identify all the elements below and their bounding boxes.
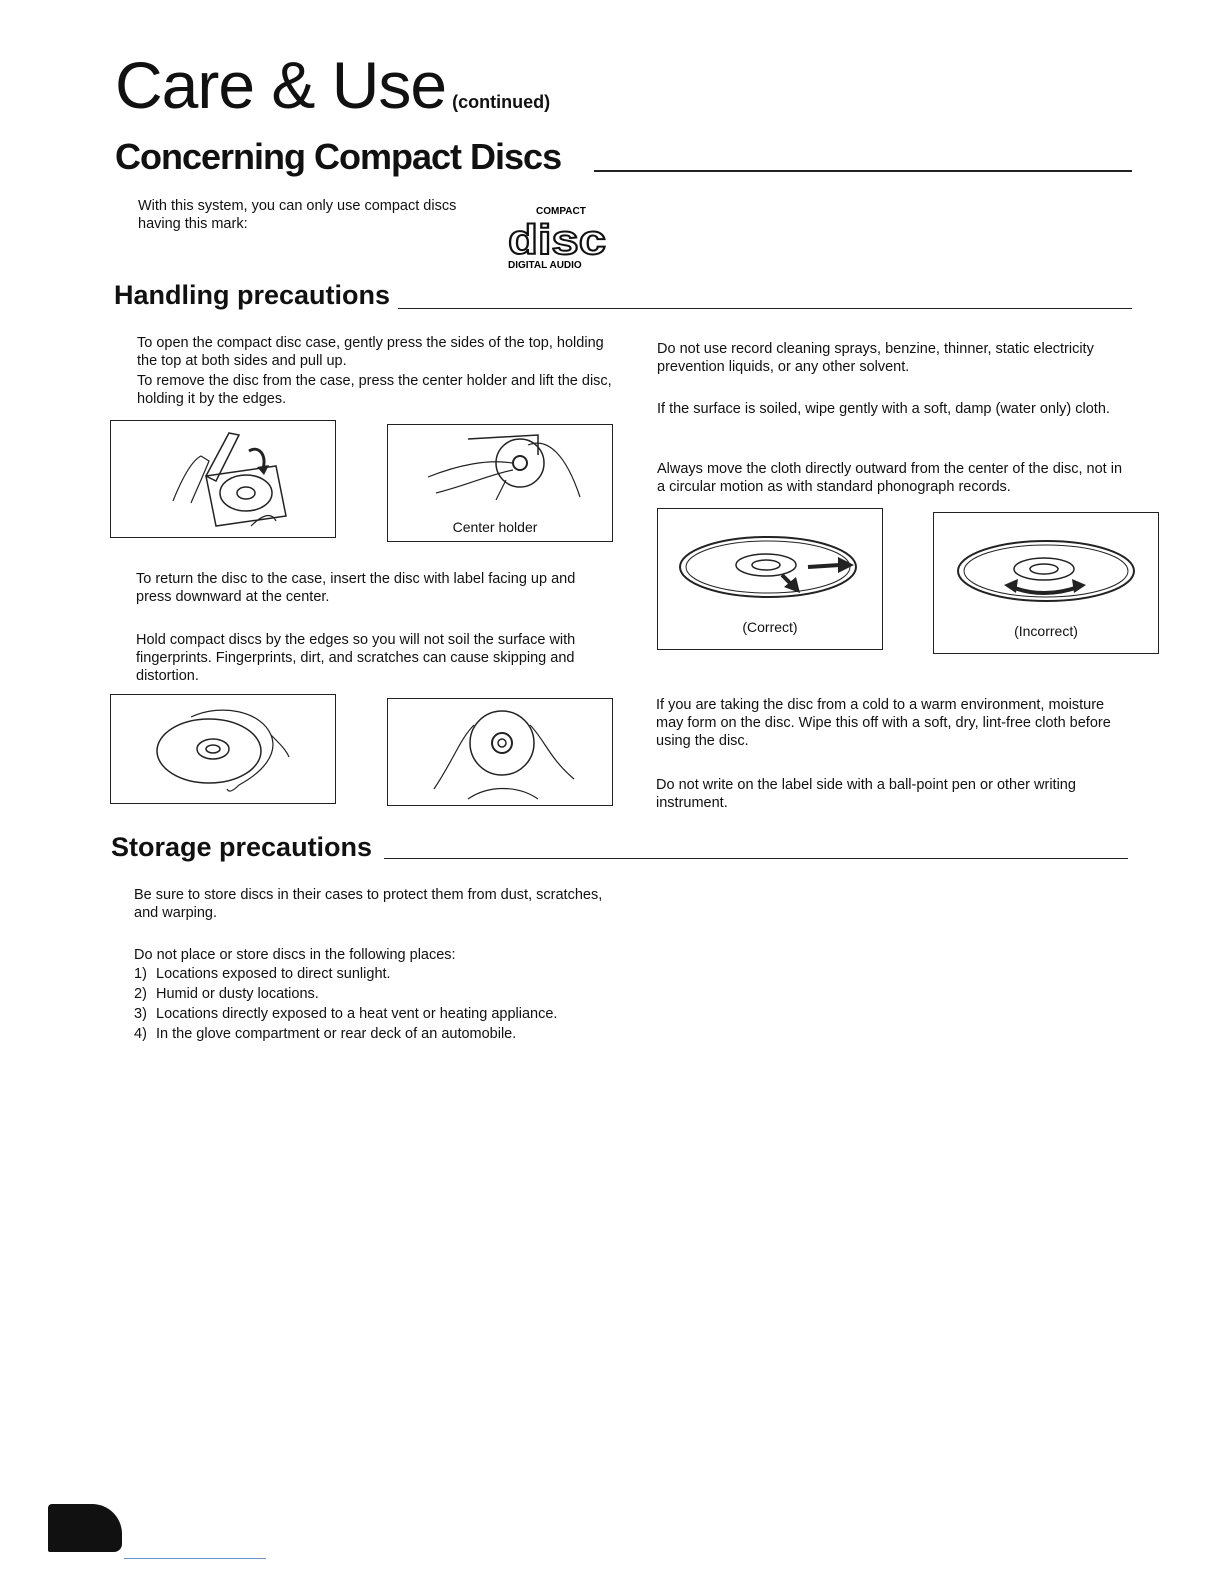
logo-top-text: COMPACT bbox=[536, 206, 586, 217]
compact-disc-logo-graphic bbox=[506, 200, 610, 272]
return-disc-text: To return the disc to the case, insert the disc with label facing up and press downward at the center. bbox=[136, 571, 576, 605]
open-case-text: To open the compact disc case, gently press the sides of the top, holding the top at both sides and pull up. bbox=[137, 335, 604, 369]
section-heading: Concerning Compact Discs bbox=[115, 136, 562, 177]
wipe-text: If the surface is soiled, wipe gently with a soft, damp (water only) cloth. bbox=[657, 401, 1110, 417]
no-solvents-text: Do not use record cleaning sprays, benzine, thinner, static electricity prevention liquids, or any other solvent. bbox=[657, 341, 1094, 375]
compact-disc-logo bbox=[506, 200, 610, 272]
list-item: 1) Locations exposed to direct sunlight. bbox=[134, 966, 391, 982]
center-holder-caption: Center holder bbox=[452, 519, 538, 535]
hold-edges-illustration-1 bbox=[111, 695, 337, 805]
scan-artifact-line bbox=[124, 1558, 266, 1559]
handling-heading-rule bbox=[398, 308, 1132, 309]
storage-places-intro: Do not place or store discs in the following places: bbox=[134, 947, 456, 963]
correct-caption: (Correct) bbox=[742, 619, 798, 635]
storage-cases-text: Be sure to store discs in their cases to protect them from dust, scratches, and warping. bbox=[134, 887, 603, 921]
direction-text: Always move the cloth directly outward from the center of the disc, not in a circular motion as with standard phonograph records. bbox=[657, 461, 1123, 495]
figure-incorrect bbox=[933, 512, 1159, 654]
figure-correct bbox=[657, 508, 883, 650]
list-item: 4) In the glove compartment or rear deck of an automobile. bbox=[134, 1026, 517, 1042]
remove-disc-text: To remove the disc from the case, press the center holder and lift the disc, holding it by the edges. bbox=[137, 373, 612, 407]
figure-center-holder bbox=[387, 424, 613, 542]
incorrect-caption: (Incorrect) bbox=[1014, 623, 1078, 639]
figure-open-case bbox=[110, 420, 336, 538]
figure-hold-edges-2 bbox=[387, 698, 613, 806]
moisture-text: If you are taking the disc from a cold to a warm environment, moisture may form on the disc. Wipe this off with a soft, dry, lint-free cloth before using the disc. bbox=[656, 697, 1111, 749]
hold-edges-text: Hold compact discs by the edges so you will not soil the surface with fingerprints. Fingerprints, dirt, and scratches can cause skipping and distortion. bbox=[136, 632, 576, 684]
intro-text: With this system, you can only use compact discs having this mark: bbox=[138, 198, 457, 232]
list-item: 3) Locations directly exposed to a heat vent or heating appliance. bbox=[134, 1006, 558, 1022]
scan-artifact-blot bbox=[48, 1504, 122, 1552]
section-heading-rule bbox=[594, 170, 1132, 172]
logo-main-text: disc bbox=[508, 216, 606, 263]
page-title bbox=[115, 48, 551, 122]
figure-hold-edges-1 bbox=[110, 694, 336, 804]
open-case-illustration bbox=[111, 421, 337, 539]
storage-heading: Storage precautions bbox=[111, 832, 373, 862]
hold-edges-illustration-2 bbox=[388, 699, 614, 807]
handling-heading: Handling precautions bbox=[114, 280, 391, 310]
label-warning-text: Do not write on the label side with a ball-point pen or other writing instrument. bbox=[656, 777, 1076, 811]
storage-heading-rule bbox=[384, 858, 1128, 859]
storage-places-list bbox=[134, 964, 557, 1044]
list-item: 2) Humid or dusty locations. bbox=[134, 986, 319, 1002]
logo-bottom-text: DIGITAL AUDIO bbox=[508, 260, 582, 271]
page-title-text: Care & Use bbox=[115, 48, 447, 122]
page-title-note: (continued) bbox=[452, 92, 551, 112]
